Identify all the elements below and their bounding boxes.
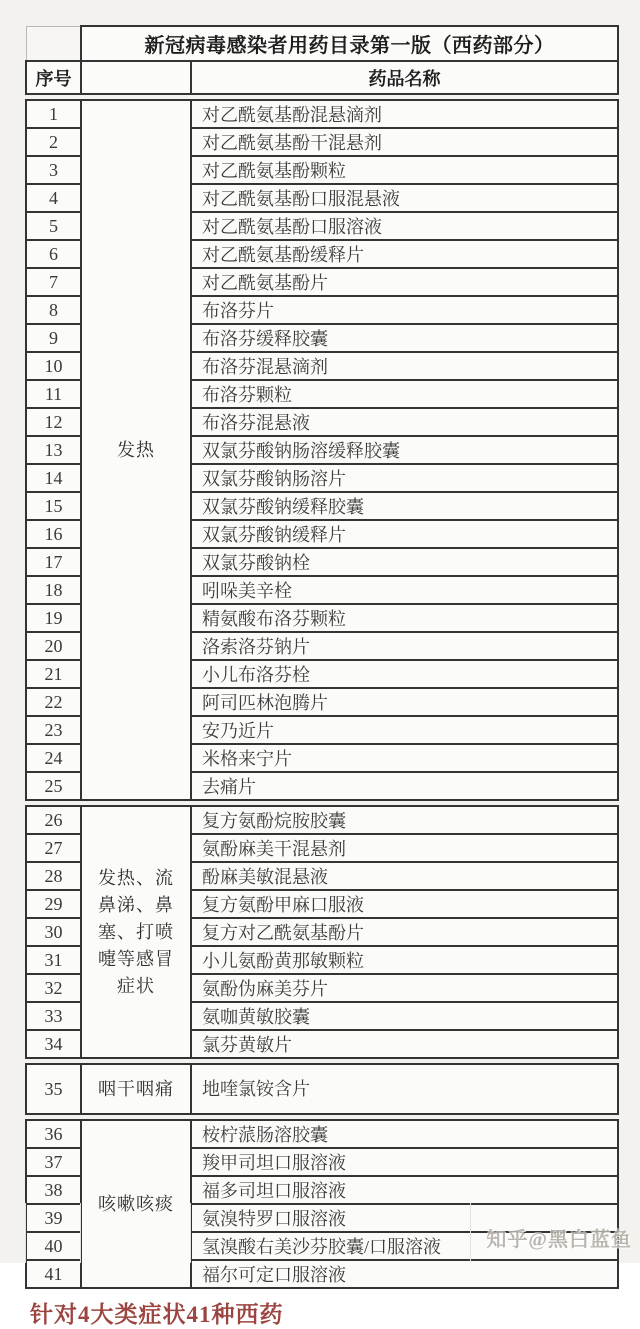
- row-number: 16: [26, 520, 81, 548]
- drug-groups: [25, 99, 617, 1289]
- drug-name: 地喹氯铵含片: [191, 1064, 618, 1114]
- table-row: [26, 100, 618, 128]
- row-number: 9: [26, 324, 81, 352]
- row-number: 24: [26, 744, 81, 772]
- drug-name: 去痛片: [191, 772, 618, 800]
- row-number: 28: [26, 862, 81, 890]
- drug-name: 洛索洛芬钠片: [191, 632, 618, 660]
- row-number: 10: [26, 352, 81, 380]
- drug-group-table: [25, 1063, 619, 1115]
- watermark: 知乎@黑白蓝鱼: [486, 1229, 632, 1251]
- table-gridline: [190, 1203, 191, 1263]
- table-row: [26, 1064, 618, 1114]
- drug-name: 复方对乙酰氨基酚片: [191, 918, 618, 946]
- footer-note: 针对4大类症状41种西药: [30, 1302, 284, 1327]
- table-row: [26, 806, 618, 834]
- col-header-no: 序号: [26, 61, 81, 94]
- row-number: 32: [26, 974, 81, 1002]
- row-number: 7: [26, 268, 81, 296]
- row-number: 33: [26, 1002, 81, 1030]
- row-number: 23: [26, 716, 81, 744]
- row-number: 39: [26, 1204, 81, 1232]
- row-number: 15: [26, 492, 81, 520]
- drug-group-table: [25, 1119, 619, 1289]
- drug-name: 安乃近片: [191, 716, 618, 744]
- title-header-table: [25, 25, 619, 95]
- drug-name: 对乙酰氨基酚混悬滴剂: [191, 100, 618, 128]
- col-header-category: [81, 61, 191, 94]
- row-number: 20: [26, 632, 81, 660]
- drug-name: 氨咖黄敏胶囊: [191, 1002, 618, 1030]
- drug-name: 对乙酰氨基酚颗粒: [191, 156, 618, 184]
- drug-name: 布洛芬颗粒: [191, 380, 618, 408]
- row-number: 6: [26, 240, 81, 268]
- drug-name: 布洛芬混悬液: [191, 408, 618, 436]
- drug-name: 对乙酰氨基酚干混悬剂: [191, 128, 618, 156]
- row-number: 35: [26, 1064, 81, 1114]
- drug-name: 氨酚麻美干混悬剂: [191, 834, 618, 862]
- row-number: 25: [26, 772, 81, 800]
- row-number: 31: [26, 946, 81, 974]
- row-number: 38: [26, 1176, 81, 1204]
- row-number: 8: [26, 296, 81, 324]
- drug-name: 小儿氨酚黄那敏颗粒: [191, 946, 618, 974]
- table-gridline: [25, 1203, 26, 1263]
- drug-name: 双氯芬酸钠肠溶片: [191, 464, 618, 492]
- row-number: 26: [26, 806, 81, 834]
- row-number: 11: [26, 380, 81, 408]
- drug-group-table: [25, 99, 619, 801]
- row-number: 17: [26, 548, 81, 576]
- symptom-category-cell: 咽干咽痛: [81, 1064, 191, 1114]
- drug-name: 氯芬黄敏片: [191, 1030, 618, 1058]
- row-number: 22: [26, 688, 81, 716]
- row-number: 34: [26, 1030, 81, 1058]
- drug-name: 酚麻美敏混悬液: [191, 862, 618, 890]
- table-gridline: [80, 1203, 81, 1263]
- col-header-drug: 药品名称: [191, 61, 618, 94]
- drug-name: 对乙酰氨基酚片: [191, 268, 618, 296]
- table-gridline: [470, 1203, 471, 1263]
- drug-name: 阿司匹林泡腾片: [191, 688, 618, 716]
- row-number: 40: [26, 1232, 81, 1260]
- row-number: 12: [26, 408, 81, 436]
- drug-name: 布洛芬混悬滴剂: [191, 352, 618, 380]
- drug-group-table: [25, 805, 619, 1059]
- row-number: 5: [26, 212, 81, 240]
- row-number: 19: [26, 604, 81, 632]
- drug-name: 羧甲司坦口服溶液: [191, 1148, 618, 1176]
- drug-name: 对乙酰氨基酚口服混悬液: [191, 184, 618, 212]
- row-number: 29: [26, 890, 81, 918]
- drug-name: 双氯芬酸钠缓释片: [191, 520, 618, 548]
- column-header-row: [26, 61, 618, 94]
- drug-name: 小儿布洛芬栓: [191, 660, 618, 688]
- drug-name: 布洛芬片: [191, 296, 618, 324]
- page-title: 新冠病毒感染者用药目录第一版（西药部分）: [81, 26, 618, 61]
- row-number: 3: [26, 156, 81, 184]
- drug-name: 双氯芬酸钠肠溶缓释胶囊: [191, 436, 618, 464]
- drug-name: 复方氨酚烷胺胶囊: [191, 806, 618, 834]
- symptom-category-cell: 咳嗽咳痰: [81, 1120, 191, 1288]
- row-number: 18: [26, 576, 81, 604]
- title-row: [26, 26, 618, 61]
- row-number: 41: [26, 1260, 81, 1288]
- row-number: 14: [26, 464, 81, 492]
- drug-name: 精氨酸布洛芬颗粒: [191, 604, 618, 632]
- drug-name: 双氯芬酸钠缓释胶囊: [191, 492, 618, 520]
- row-number: 36: [26, 1120, 81, 1148]
- row-number: 2: [26, 128, 81, 156]
- drug-name: 福多司坦口服溶液: [191, 1176, 618, 1204]
- drug-name: 氨溴特罗口服溶液: [191, 1204, 618, 1232]
- drug-name: 吲哚美辛栓: [191, 576, 618, 604]
- drug-name: 对乙酰氨基酚口服溶液: [191, 212, 618, 240]
- symptom-category-cell: 发热: [81, 100, 191, 800]
- drug-name: 布洛芬缓释胶囊: [191, 324, 618, 352]
- drug-name: 米格来宁片: [191, 744, 618, 772]
- drug-name: 复方氨酚甲麻口服液: [191, 890, 618, 918]
- row-number: 37: [26, 1148, 81, 1176]
- table-row: [26, 1120, 618, 1148]
- drug-name: 氨酚伪麻美芬片: [191, 974, 618, 1002]
- symptom-category-cell: 发热、流鼻涕、鼻塞、打喷嚏等感冒症状: [81, 806, 191, 1058]
- corner-cell: [26, 26, 81, 61]
- drug-name: 双氯芬酸钠栓: [191, 548, 618, 576]
- row-number: 1: [26, 100, 81, 128]
- row-number: 30: [26, 918, 81, 946]
- table-area: [25, 25, 617, 1329]
- drug-name: 对乙酰氨基酚缓释片: [191, 240, 618, 268]
- row-number: 21: [26, 660, 81, 688]
- drug-name: 福尔可定口服溶液: [191, 1260, 618, 1288]
- drug-name: 桉柠蒎肠溶胶囊: [191, 1120, 618, 1148]
- row-number: 27: [26, 834, 81, 862]
- row-number: 4: [26, 184, 81, 212]
- row-number: 13: [26, 436, 81, 464]
- drug-name: 氢溴酸右美沙芬胶囊/口服溶液: [191, 1232, 618, 1260]
